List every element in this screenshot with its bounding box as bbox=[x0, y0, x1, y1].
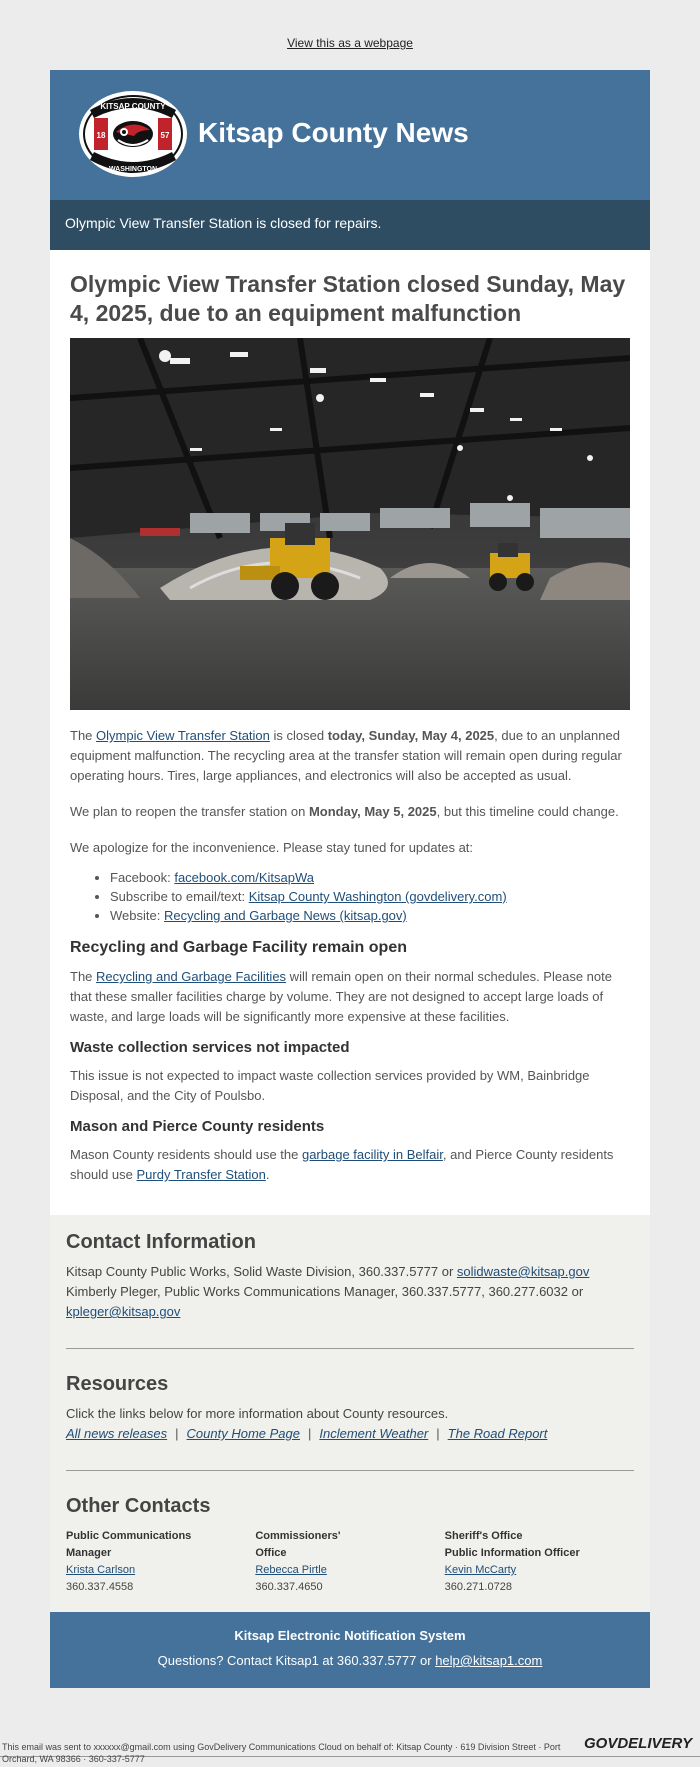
paragraph-waste: This issue is not expected to impact waste collection services provided by WM, Bainbridge Disposal, and the City of Poulsbo. bbox=[70, 1068, 590, 1103]
divider bbox=[66, 1470, 634, 1471]
inclement-weather-link[interactable]: Inclement Weather bbox=[319, 1426, 429, 1441]
seal-year-right: 57 bbox=[160, 131, 170, 140]
heading-mason: Mason and Pierce County residents bbox=[70, 1118, 325, 1135]
resources-heading: Resources bbox=[66, 1373, 169, 1395]
subscribe-link[interactable]: Kitsap County Washington (govdelivery.com) bbox=[248, 889, 507, 904]
contact-commissioners: Commissioners' Office Rebecca Pirtle 360.337.4650 bbox=[255, 1530, 341, 1593]
belfair-link[interactable]: garbage facility in Belfair bbox=[301, 1147, 443, 1162]
recycling-facilities-link[interactable]: Recycling and Garbage Facilities bbox=[96, 969, 287, 984]
updates-list bbox=[70, 868, 630, 925]
kevin-mccarty-link[interactable]: Kevin McCarty bbox=[444, 1564, 517, 1576]
view-as-webpage-link[interactable]: View this as a webpage bbox=[287, 36, 413, 50]
email-container bbox=[50, 70, 650, 1688]
footer-question: Questions? Contact Kitsap1 at 360.337.5777 or help@kitsap1.com bbox=[157, 1653, 543, 1668]
all-news-link[interactable]: All news releases bbox=[66, 1426, 168, 1441]
contact-public-communications: Public Communications Manager Krista Carlson 360.337.4558 bbox=[66, 1530, 192, 1593]
seal-top-text: KITSAP COUNTY bbox=[100, 102, 166, 111]
kitsap-county-seal-icon bbox=[78, 90, 188, 178]
notification-footer bbox=[50, 1612, 650, 1688]
road-report-link[interactable]: The Road Report bbox=[447, 1426, 548, 1441]
kpleger-email-link[interactable]: kpleger@kitsap.gov bbox=[66, 1304, 181, 1319]
contacts-row bbox=[66, 1528, 634, 1602]
header-banner bbox=[50, 70, 650, 200]
contact-sheriff: Sheriff's Office Public Information Officer Kevin McCarty 360.271.0728 bbox=[444, 1530, 580, 1593]
brand-title: Kitsap County News bbox=[198, 117, 469, 148]
paragraph-reopen: We plan to reopen the transfer station on Monday, May 5, 2025, but this timeline could change. bbox=[70, 804, 619, 819]
seal-bottom-text: WASHINGTON bbox=[108, 166, 158, 173]
list-item: • Subscribe to email/text: Kitsap County Washington (govdelivery.com) bbox=[110, 887, 630, 906]
subheadline-bar bbox=[50, 200, 650, 250]
info-section bbox=[50, 1215, 650, 1612]
other-contacts-heading: Other Contacts bbox=[66, 1495, 211, 1517]
resources-links: All news releases | County Home Page | Inclement Weather | The Road Report bbox=[66, 1426, 548, 1441]
purdy-link[interactable]: Purdy Transfer Station bbox=[136, 1167, 266, 1182]
transfer-station-photo bbox=[70, 338, 630, 710]
heading-waste: Waste collection services not impacted bbox=[70, 1039, 350, 1056]
list-item: • Facebook: facebook.com/KitsapWa bbox=[110, 868, 630, 887]
paragraph-apology: We apologize for the inconvenience. Please stay tuned for updates at: bbox=[70, 840, 474, 855]
solidwaste-email-link[interactable]: solidwaste@kitsap.gov bbox=[456, 1264, 590, 1279]
govdelivery-logo: GOVDELIVERY bbox=[584, 1735, 693, 1752]
legal-text: This email was sent to xxxxxx@gmail.com using GovDelivery Communications Cloud on behalf of: Kitsap County · 619 Division Street · Port Orchard, WA 98366 · 360-337-5777 bbox=[2, 1742, 561, 1764]
subheadline-text: Olympic View Transfer Station is closed for repairs. bbox=[65, 215, 382, 231]
divider bbox=[66, 1348, 634, 1349]
contact-info-heading: Contact Information bbox=[66, 1231, 256, 1253]
view-as-webpage bbox=[0, 36, 700, 50]
contact-info-text: Kitsap County Public Works, Solid Waste Division, 360.337.5777 or solidwaste@kitsap.gov Kimberly Pleger, Public Works Communications Manager, 360.337.5777, 360.277.6032 or kpleger@kitsap.gov bbox=[66, 1264, 590, 1319]
seal-year-left: 18 bbox=[96, 131, 106, 140]
rebecca-pirtle-link[interactable]: Rebecca Pirtle bbox=[255, 1564, 327, 1576]
paragraph-recycling: The Recycling and Garbage Facilities will remain open on their normal schedules. Please note that these smaller facilities charge by volume. They are not designed to accept large loads of waste, and large loads will be significantly more expensive at these facilities. bbox=[70, 969, 612, 1024]
article-body bbox=[50, 250, 650, 1215]
website-link[interactable]: Recycling and Garbage News (kitsap.gov) bbox=[163, 908, 407, 923]
heading-recycling: Recycling and Garbage Facility remain open bbox=[70, 939, 407, 956]
list-item: • Website: Recycling and Garbage News (kitsap.gov) bbox=[110, 906, 630, 925]
resources-intro: Click the links below for more information about County resources. bbox=[66, 1406, 449, 1421]
paragraph-closure: The Olympic View Transfer Station is closed today, Sunday, May 4, 2025, due to an unplanned equipment malfunction. The recycling area at the transfer station will remain open during regular operating hours. Tires, large appliances, and electronics will also be accepted as usual. bbox=[70, 728, 622, 783]
article-title: Olympic View Transfer Station closed Sunday, May 4, 2025, due to an equipment malfunction bbox=[70, 271, 626, 326]
olympic-view-link[interactable]: Olympic View Transfer Station bbox=[96, 728, 270, 743]
krista-carlson-link[interactable]: Krista Carlson bbox=[66, 1564, 136, 1576]
county-home-link[interactable]: County Home Page bbox=[186, 1426, 300, 1441]
footer-title: Kitsap Electronic Notification System bbox=[234, 1628, 466, 1643]
paragraph-mason: Mason County residents should use the garbage facility in Belfair, and Pierce County residents should use Purdy Transfer Station. bbox=[70, 1147, 614, 1182]
facebook-link[interactable]: facebook.com/KitsapWa bbox=[174, 870, 315, 885]
help-email-link[interactable]: help@kitsap1.com bbox=[435, 1653, 543, 1668]
